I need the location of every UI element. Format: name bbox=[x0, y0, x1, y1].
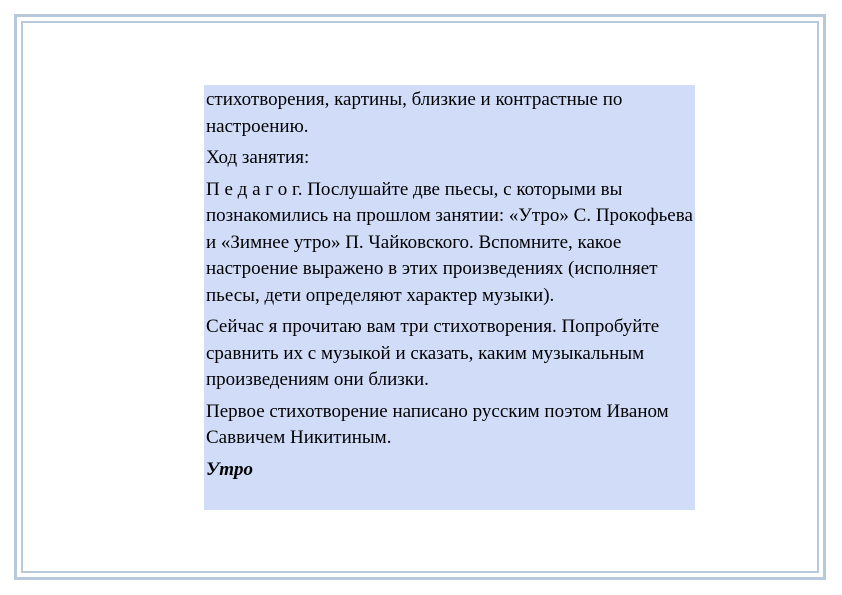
paragraph-lesson-course: Ход занятия: bbox=[206, 147, 310, 168]
paragraph-teacher-speech: П е д а г о г. Послушайте две пьесы, с которыми вы познакомились на прошлом занятии: «Утро» С. Прокофьева и «Зимнее утро» П. Чайковского. Вспомните, какое настроение выражено в этих произведениях (исполняет пьесы, дети определяют характер музыки). bbox=[206, 178, 693, 306]
poem-title: Утро bbox=[206, 458, 253, 480]
paragraph-first-poem: Первое стихотворение написано русским поэтом Иваном Саввичем Никитиным. bbox=[206, 400, 669, 448]
paragraph-intro: стихотворения, картины, близкие и контрастные по настроению. bbox=[206, 89, 623, 137]
paragraph-poems-intro: Сейчас я прочитаю вам три стихотворения. Попробуйте сравнить их с музыкой и сказать, каким музыкальным произведениям они близки. bbox=[206, 316, 660, 390]
text-block bbox=[204, 85, 695, 510]
